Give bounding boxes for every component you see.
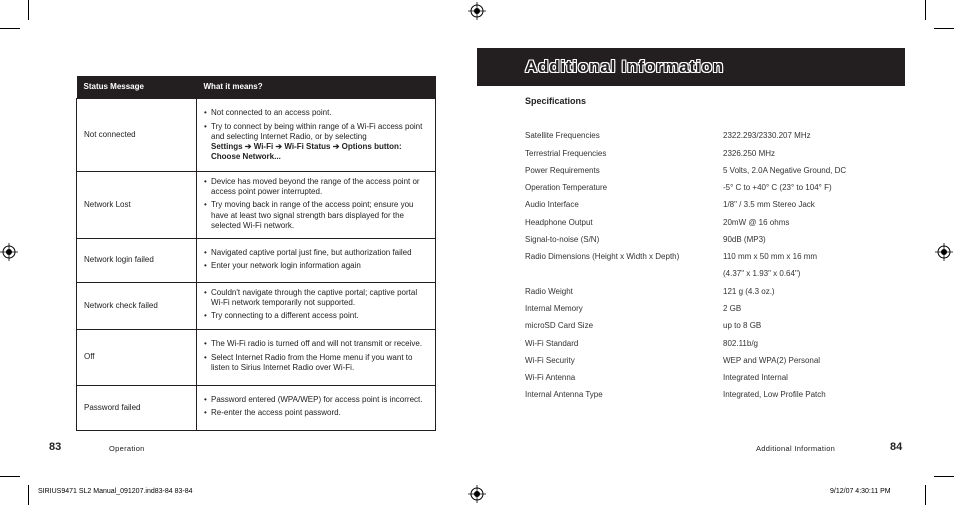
status-cell: Password failed — [77, 385, 197, 430]
table-row — [77, 239, 436, 283]
column-header: Status Message — [77, 76, 197, 99]
spec-value: 2326.250 MHz — [723, 149, 776, 158]
spec-value: 121 g (4.3 oz.) — [723, 287, 775, 296]
registration-mark-icon — [468, 2, 486, 20]
spec-value: Integrated Internal — [723, 373, 788, 382]
spec-value: up to 8 GB — [723, 321, 762, 330]
meaning-cell — [197, 329, 436, 385]
registration-mark-icon — [0, 243, 18, 261]
list-item: • Couldn't navigate through the captive portal; captive portal Wi-Fi network temporarily not supported. — [204, 288, 429, 308]
spec-value: 110 mm x 50 mm x 16 mm — [723, 252, 818, 261]
list-item: • Select Internet Radio from the Home menu if you want to listen to Sirius Internet Radio over Wi-Fi. — [204, 353, 429, 373]
spec-label: Audio Interface — [525, 200, 579, 209]
spec-value: Integrated, Low Profile Patch — [723, 390, 826, 399]
spec-label: Operation Temperature — [525, 183, 608, 192]
spec-value: -5° C to +40° C (23° to 104° F) — [723, 183, 832, 192]
spec-value: 2322.293/2330.207 MHz — [723, 131, 811, 140]
print-slug-file: SIRIUS9471 SL2 Manual_091207.ind83-84 83-84 — [38, 488, 193, 495]
status-cell: Network login failed — [77, 239, 197, 283]
spec-label: Wi-Fi Security — [525, 356, 575, 365]
footer-section-right: Additional Information — [756, 444, 836, 453]
list-item: • Device has moved beyond the range of the access point or access point power interrupted. — [204, 177, 429, 197]
spec-value: (4.37" x 1.93" x 0.64") — [723, 269, 801, 278]
status-cell: Not connected — [77, 99, 197, 172]
banner-title: Additional Information — [525, 57, 724, 76]
print-slug-timestamp: 9/12/07 4:30:11 PM — [830, 488, 891, 495]
spec-value: 2 GB — [723, 304, 742, 313]
meaning-cell — [197, 99, 436, 172]
list-item: • Not connected to an access point. — [204, 108, 429, 118]
spec-label: Radio Dimensions (Height x Width x Depth) — [525, 252, 680, 261]
spec-value: 802.11b/g — [723, 339, 758, 348]
registration-mark-icon — [468, 485, 486, 503]
status-cell: Off — [77, 329, 197, 385]
crop-mark — [925, 0, 926, 20]
spec-value: 90dB (MP3) — [723, 235, 766, 244]
status-cell: Network Lost — [77, 172, 197, 239]
page-number-right: 84 — [890, 441, 903, 453]
spec-label: Headphone Output — [525, 218, 593, 227]
status-message-table — [76, 76, 436, 431]
spec-label: Satellite Frequencies — [525, 131, 600, 140]
section-banner — [477, 48, 905, 86]
spec-value: 1/8" / 3.5 mm Stereo Jack — [723, 200, 815, 209]
list-item: • Try moving back in range of the access point; ensure you have at least two signal strength bars displayed for the selected Wi-Fi network. — [204, 200, 429, 231]
table-row — [77, 99, 436, 172]
meaning-cell — [197, 385, 436, 430]
column-header: What it means? — [197, 76, 436, 99]
list-item: • Password entered (WPA/WEP) for access point is incorrect. — [204, 395, 429, 405]
list-item: • Try to connect by being within range of a Wi-Fi access point and selecting Internet Radio, or by selecting Settings ➔ Wi-Fi ➔ Wi-Fi Status ➔ Options button: Choose Network... — [204, 122, 429, 163]
spec-label: Internal Antenna Type — [525, 390, 603, 399]
spec-label: microSD Card Size — [525, 321, 594, 330]
spec-label: Terrestrial Frequencies — [525, 149, 607, 158]
crop-mark — [934, 476, 954, 477]
list-item: • Navigated captive portal just fine, but authorization failed — [204, 248, 429, 258]
table-row — [77, 329, 436, 385]
crop-mark — [0, 28, 20, 29]
spec-label: Wi-Fi Antenna — [525, 373, 576, 382]
crop-mark — [28, 0, 29, 20]
spec-label: Radio Weight — [525, 287, 573, 296]
spec-label: Signal-to-noise (S/N) — [525, 235, 600, 244]
meaning-cell — [197, 239, 436, 283]
meaning-cell — [197, 172, 436, 239]
list-item: • Try connecting to a different access point. — [204, 311, 429, 321]
footer-section-left: Operation — [109, 444, 145, 453]
table-row — [77, 283, 436, 330]
registration-mark-icon — [935, 243, 953, 261]
spec-label: Internal Memory — [525, 304, 583, 313]
spec-value: WEP and WPA(2) Personal — [723, 356, 821, 365]
table-row — [77, 172, 436, 239]
meaning-cell — [197, 283, 436, 330]
status-cell: Network check failed — [77, 283, 197, 330]
crop-mark — [925, 485, 926, 505]
spec-value: 5 Volts, 2.0A Negative Ground, DC — [723, 166, 847, 175]
list-item: • Enter your network login information again — [204, 261, 429, 271]
table-row — [77, 385, 436, 430]
crop-mark — [28, 485, 29, 505]
specifications-heading: Specifications — [525, 96, 587, 106]
spec-label: Wi-Fi Standard — [525, 339, 579, 348]
crop-mark — [0, 476, 20, 477]
page-number-left: 83 — [49, 441, 62, 453]
list-item: • The Wi-Fi radio is turned off and will not transmit or receive. — [204, 339, 429, 349]
crop-mark — [934, 28, 954, 29]
spec-value: 20mW @ 16 ohms — [723, 218, 790, 227]
list-item: • Re-enter the access point password. — [204, 408, 429, 418]
settings-path: Settings ➔ Wi-Fi ➔ Wi-Fi Status ➔ Options button: Choose Network... — [211, 142, 402, 162]
spec-label: Power Requirements — [525, 166, 600, 175]
